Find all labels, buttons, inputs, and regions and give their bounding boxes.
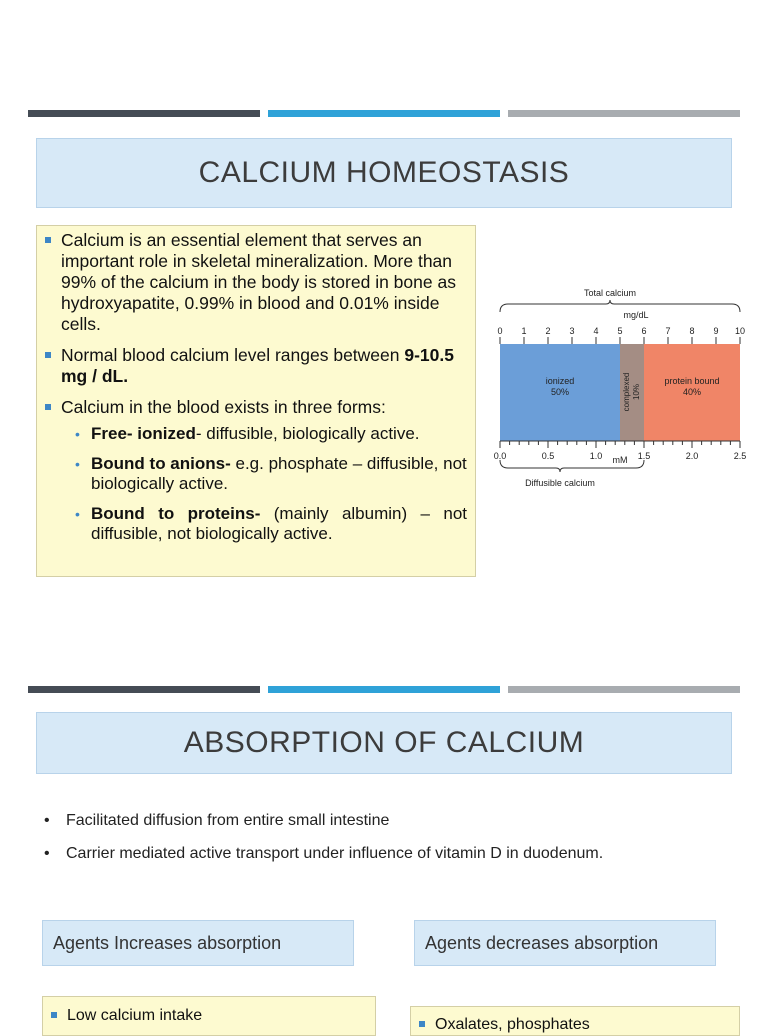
divider-dark (28, 110, 260, 117)
divider-dark (28, 686, 260, 693)
agents-decrease-heading-text: Agents decreases absorption (425, 932, 659, 953)
mgdl-tick-label: 0 (497, 326, 503, 336)
sub-bullet-free-ionized (61, 424, 467, 444)
agents-decrease-heading (414, 920, 716, 966)
diffusible-calcium-label: Diffusible calcium (525, 478, 595, 488)
bound-anions-desc: e.g. phosphate – diffusible, not biologically active. (91, 454, 467, 493)
bullet-three-forms (37, 397, 467, 544)
divider-blue (268, 110, 500, 117)
sub-bullet-bound-anions (61, 454, 467, 494)
mm-tick-label: 2.5 (733, 451, 747, 461)
agents-increase-list (42, 996, 376, 1036)
mm-tick-label: 0.5 (541, 451, 555, 461)
mgdl-tick-label: 8 (689, 326, 695, 336)
mm-tick-label: 2.0 (685, 451, 699, 461)
bullet-facilitated-diffusion: • Facilitated diffusion from entire small intestine (44, 812, 603, 830)
normal-level-text: Normal blood calcium level ranges between (61, 345, 405, 365)
sub-bullet-bound-proteins (61, 504, 467, 544)
mgdl-tick-label: 7 (665, 326, 671, 336)
protein-bound-label: protein bound (664, 376, 720, 386)
ionized-percent: 50% (550, 387, 570, 397)
total-calcium-brace (500, 300, 740, 312)
sub-bullet-dot-icon: • (75, 506, 80, 522)
slide2-title (36, 712, 732, 774)
mgdl-tick-label: 3 (569, 326, 575, 336)
divider-blue (268, 686, 500, 693)
mgdl-tick-label: 4 (593, 326, 599, 336)
absorption-bullets (44, 812, 603, 878)
free-ionized-label: Free- ionized (91, 424, 196, 443)
mm-unit-label: mM (612, 455, 628, 465)
mgdl-axis (497, 326, 745, 344)
bullet-square-icon (419, 1021, 425, 1027)
complexed-label: complexed (622, 372, 631, 412)
divider-gray (508, 110, 740, 117)
sub-bullet-dot-icon: • (75, 456, 80, 472)
bullet-active-transport: • Carrier mediated active transport under influence of vitamin D in duodenum. (44, 845, 603, 863)
three-forms-text: Calcium in the blood exists in three forms: (61, 397, 386, 417)
increase-item-text: Low calcium intake (67, 1007, 203, 1024)
bullet-calcium-role (37, 230, 467, 335)
agents-increase-heading (42, 920, 354, 966)
mgdl-tick-label: 1 (521, 326, 527, 336)
slide1-title (36, 138, 732, 208)
agents-increase-heading-text: Agents Increases absorption (53, 932, 282, 953)
mgdl-tick-label: 2 (545, 326, 551, 336)
bullet-square-icon (45, 237, 51, 243)
total-calcium-label: Total calcium (583, 288, 637, 298)
calcium-distribution-figure (488, 282, 758, 492)
bound-proteins-label: Bound to proteins- (91, 504, 261, 523)
free-ionized-desc: - diffusible, biologically active. (195, 424, 420, 443)
bullet-square-icon (51, 1012, 57, 1018)
bullet-calcium-role-text: Calcium is an essential element that serves an important role in skeletal mineralization. More than 99% of the calcium in the body is stored in bone as hydroxyapatite, 0.99% in blood and 0.01% inside cells. (61, 230, 456, 334)
mgdl-unit-label: mg/dL (623, 310, 649, 320)
bound-anions-label: Bound to anions- (91, 454, 231, 473)
bullet-square-icon (45, 404, 51, 410)
protein-bound-percent: 40% (682, 387, 702, 397)
increase-item-low-calcium (43, 1007, 375, 1025)
agents-decrease-list (410, 1006, 740, 1036)
ionized-label: ionized (545, 376, 575, 386)
divider-gray (508, 686, 740, 693)
bullet-normal-level (37, 345, 467, 387)
sub-bullet-dot-icon: • (75, 426, 80, 442)
complexed-percent: 10% (632, 383, 641, 401)
mgdl-tick-label: 6 (641, 326, 647, 336)
decrease-item-text: Oxalates, phosphates (435, 1016, 590, 1033)
slide1-title-text: CALCIUM HOMEOSTASIS (198, 156, 570, 189)
slide2-title-text: ABSORPTION OF CALCIUM (183, 726, 585, 759)
mgdl-tick-label: 9 (713, 326, 719, 336)
normal-level-value: 9-10.5 mg / dL. (61, 345, 454, 386)
mgdl-tick-label: 5 (617, 326, 623, 336)
slide1-divider-bars (28, 110, 740, 117)
bound-proteins-desc: (mainly albumin) – not diffusible, not biologically active. (91, 504, 468, 543)
mm-tick-label: 0.0 (493, 451, 507, 461)
slide2-divider-bars (28, 686, 740, 693)
mgdl-tick-label: 10 (734, 326, 746, 336)
bullet-square-icon (45, 352, 51, 358)
slide1-text-box (36, 225, 476, 577)
mm-tick-label: 1.0 (589, 451, 603, 461)
mm-tick-label: 1.5 (637, 451, 651, 461)
decrease-item-oxalates (411, 1016, 739, 1034)
